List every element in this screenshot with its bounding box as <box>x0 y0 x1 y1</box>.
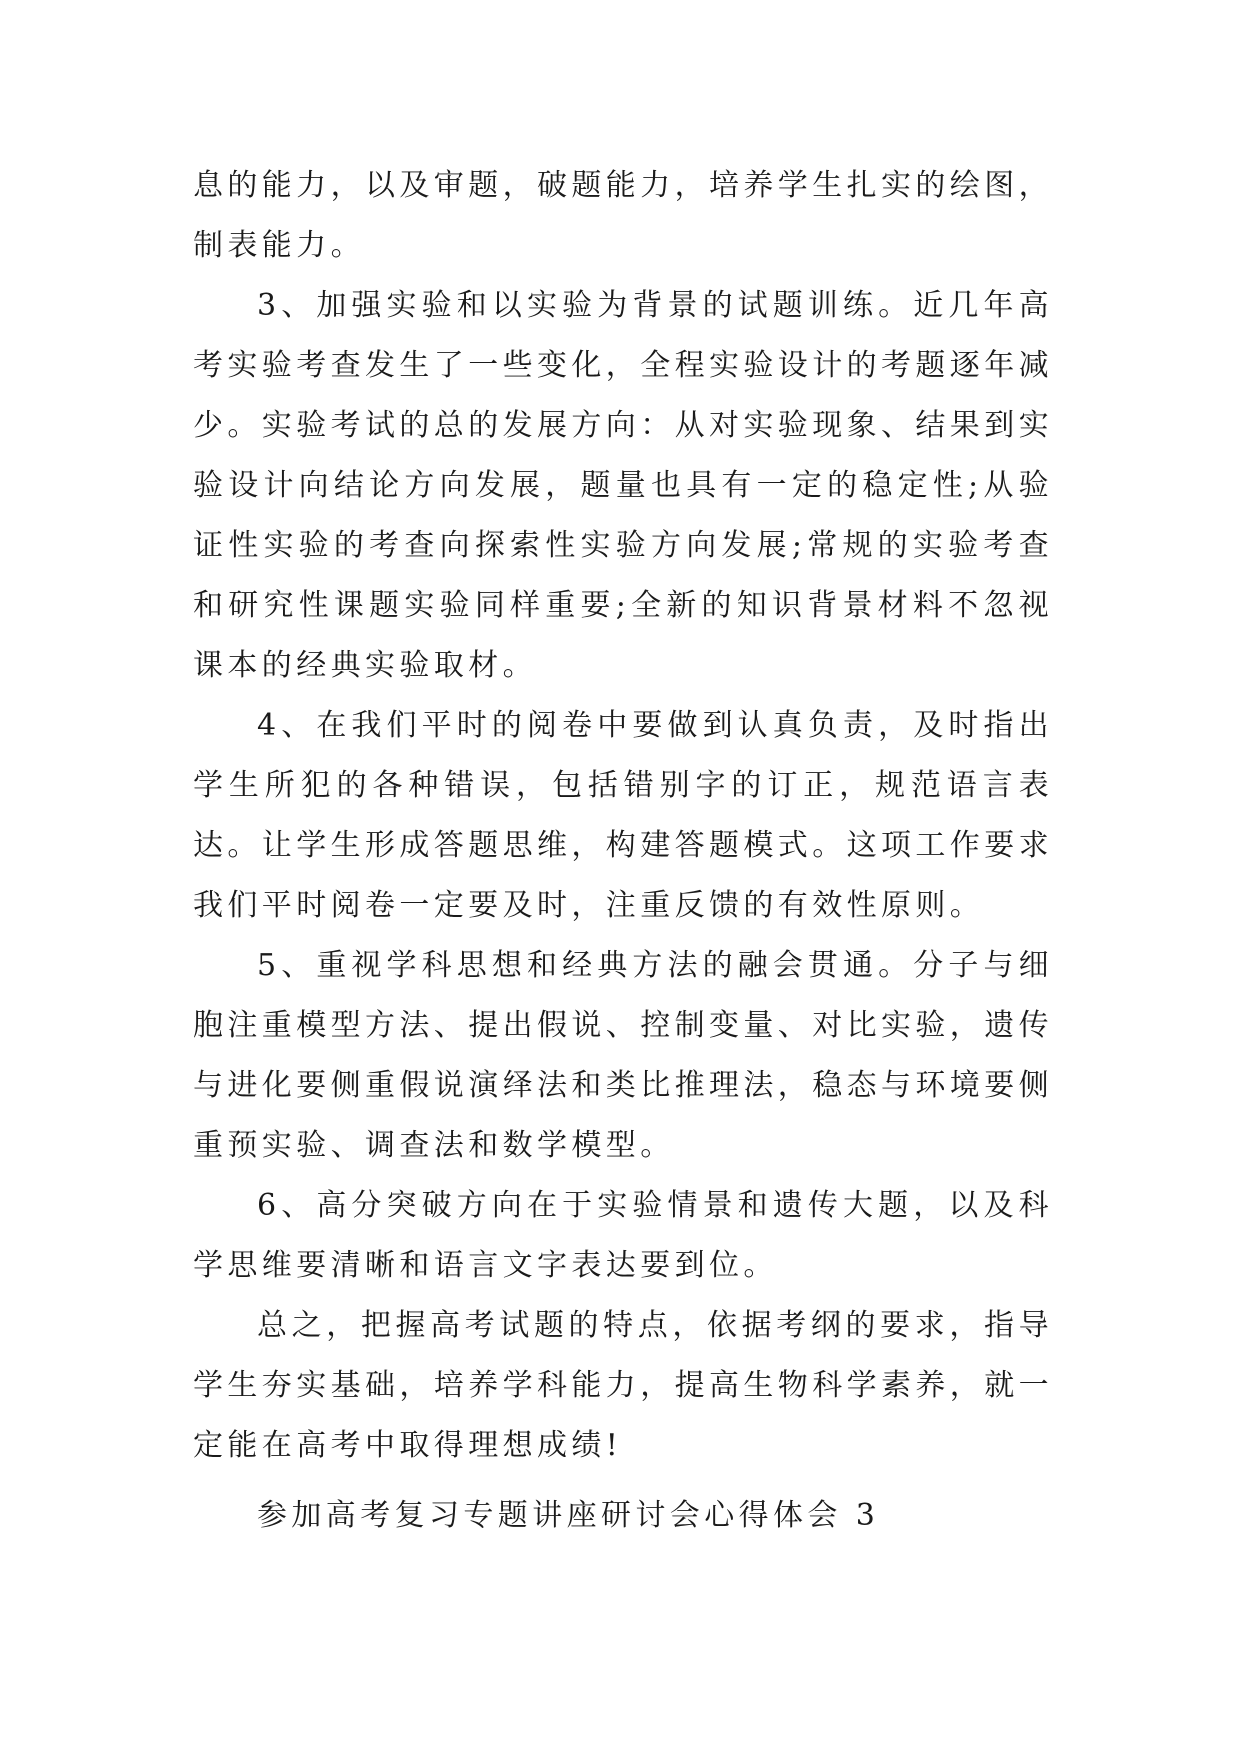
paragraph-conclusion: 总之，把握高考试题的特点，依据考纲的要求，指导学生夯实基础，培养学科能力，提高生物科学素养，就一定能在高考中取得理想成绩! <box>193 1308 1053 1463</box>
document-body <box>193 156 1053 1476</box>
paragraph-point-5: 5、重视学科思想和经典方法的融会贯通。分子与细胞注重模型方法、提出假说、控制变量、对比实验，遗传与进化要侧重假说演绎法和类比推理法，稳态与环境要侧重预实验、调查法和数学模型。 <box>193 948 1053 1163</box>
paragraph-point-4: 4、在我们平时的阅卷中要做到认真负责，及时指出学生所犯的各种错误，包括错别字的订正，规范语言表达。让学生形成答题思维，构建答题模式。这项工作要求我们平时阅卷一定要及时，注重反馈的有效性原则。 <box>193 708 1053 923</box>
paragraph-point-3: 3、加强实验和以实验为背景的试题训练。近几年高考实验考查发生了一些变化，全程实验设计的考题逐年减少。实验考试的总的发展方向：从对实验现象、结果到实验设计向结论方向发展，题量也具有一定的稳定性;从验证性实验的考查向探索性实验方向发展;常规的实验考查和研究性课题实验同样重要;全新的知识背景材料不忽视课本的经典实验取材。 <box>193 288 1053 683</box>
section-title: 参加高考复习专题讲座研讨会心得体会 3 <box>257 1498 880 1533</box>
paragraph-continuation: 息的能力，以及审题，破题能力，培养学生扎实的绘图，制表能力。 <box>193 168 1053 263</box>
paragraph-point-6: 6、高分突破方向在于实验情景和遗传大题，以及科学思维要清晰和语言文字表达要到位。 <box>193 1188 1053 1283</box>
